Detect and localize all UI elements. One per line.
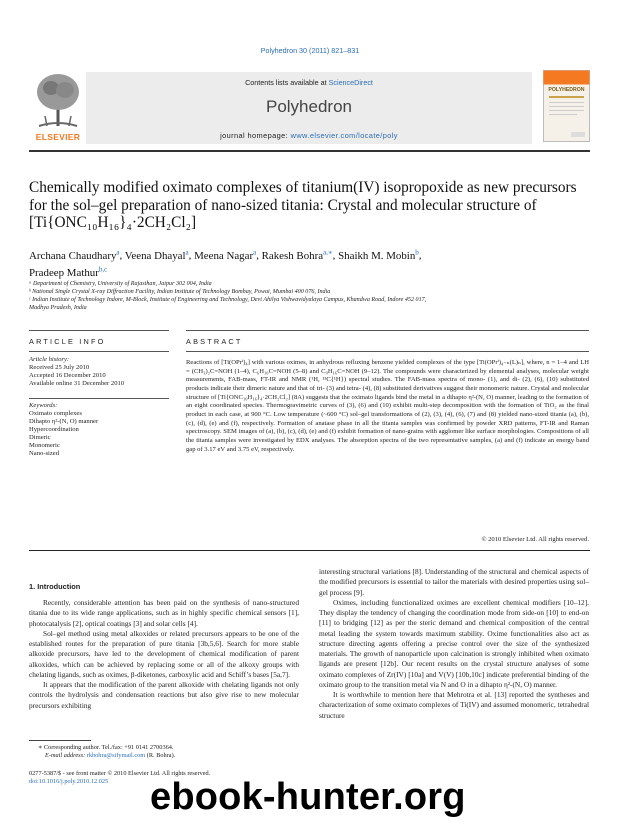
divider: [29, 330, 169, 331]
paragraph: It is worthwhile to mention here that Mehrotra et al. [13] reported the syntheses and characterization of some oximato complexes of Ti(IV) and assumed monomeric, tetrahedral structure: [319, 690, 589, 720]
affiliation: ᵃ Department of Chemistry, University of Rajasthan, Jaipur 302 004, India: [29, 281, 212, 287]
journal-citation[interactable]: Polyhedron 30 (2011) 821–831: [260, 46, 360, 55]
keyword: Monomeric: [29, 442, 60, 449]
history-label: Article history:: [29, 356, 70, 363]
article-title: Chemically modified oximato complexes of titanium(IV) isopropoxide as new precursors for the sol–gel preparation of nano-sized titania: Crystal and molecular structure of [Ti{ONC₁₀H₁₆}₄·2CH₂Cl₂]: [29, 179, 577, 231]
author[interactable]: Rakesh Bohra$^{a,∗}$: [261, 248, 333, 262]
issn-line: 0277-5387/$ - see front matter © 2010 Elsevier Ltd. All rights reserved.: [29, 770, 211, 777]
journal-homepage: journal homepage: www.elsevier.com/locate/poly: [220, 131, 398, 140]
body-right-column: [319, 567, 589, 721]
header-rule: [29, 150, 590, 152]
section-heading-introduction: 1. Introduction: [29, 582, 81, 591]
sciencedirect-link[interactable]: ScienceDirect: [328, 78, 373, 87]
footnote-rule: [29, 740, 91, 741]
keyword: Oximato complexes: [29, 410, 82, 417]
affiliation: ᵇ National Single Crystal X-ray Diffraction Facility, Indian Institute of Technology Bombay, Powai, Mumbai 400 076, India: [29, 289, 331, 295]
divider: [29, 351, 169, 352]
doi-link[interactable]: doi:10.1016/j.poly.2010.12.025: [29, 778, 109, 785]
abstract-heading: ABSTRACT: [186, 337, 243, 346]
paragraph: interesting structural variations [8]. Understanding of the structural and chemical aspects of the modified precursors is essential to tailor the materials with desired properties using sol–gel process [9].: [319, 567, 589, 597]
keyword: Dihapto η²-(N, O) manner: [29, 418, 99, 425]
keyword: Dimeric: [29, 434, 51, 441]
keywords-label: Keywords:: [29, 402, 58, 409]
contents-line: Contents lists available at ScienceDirect: [245, 78, 373, 87]
author[interactable]: Pradeep Mathur$^{b,c}$: [29, 265, 108, 280]
history-item: Accepted 16 December 2010: [29, 372, 106, 379]
abstract-copyright: © 2010 Elsevier Ltd. All rights reserved.: [481, 536, 589, 543]
article-info-heading: ARTICLE INFO: [29, 337, 106, 346]
author[interactable]: Archana Chaudhary$^a$: [29, 248, 120, 262]
divider: [186, 330, 589, 331]
email-note: E-mail address: rkbohra@sifymail.com (R. Bohra).: [45, 752, 176, 759]
divider: [29, 398, 169, 399]
history-item: Available online 31 December 2010: [29, 380, 125, 387]
homepage-link[interactable]: www.elsevier.com/locate/poly: [290, 131, 398, 140]
corresponding-author-note: ∗ Corresponding author. Tel./fax: +91 0141 2700364.: [38, 744, 174, 751]
elsevier-logo: [33, 68, 83, 144]
author[interactable]: Shaikh M. Mobin$^b$: [338, 248, 419, 262]
watermark: ebook-hunter.org: [150, 776, 466, 818]
abstract-text: Reactions of [Ti(OPrⁱ)₄] with various oximes, in anhydrous refluxing benzene yielded complexes of the type [Ti(OPrⁱ)₄₋ₙ(L)ₙ], where, n = 1–4 and LH = (CH₃)₂C=NOH (1–4), C₆H₁₀C=NOH (5–8) and C₉H₁₆C=NOH (9–12). The compounds were characterized by elemental analyses, molecular weight measurements, FAB-mass, FT-IR and NMR (¹H, ¹³C{¹H}) spectral studies. The FAB-mass spectra of mono- (1), and di- (2), (6), (10) substituted products indicate their dimeric nature and that of tri- (3) and tetra- (4), (8) substituted derivatives suggest their monomeric nature. Crystal and molecular structure of [Ti{ONC₁₀H₁₆}₄·2CH₂Cl₂] (8A) suggests that the oximato ligands bind the metal in a dihapto η²-(N, O) manner, leading to the formation of an eight coordinated species. Thermogravimetric curves of (3), (6) and (10) exhibit multi-step decomposition with the formation of TiO₂ as the final product in each case, at 900 °C. Low temperature (~600 °C) sol–gel transformations of (2), (3), (4), (6), (7) and (8) yielded nano-sized titania (a), (b), (c), (d), (e) and (f), respectively. Formation of anatase phase in all the titania samples was confirmed by powder XRD patterns, FT-IR and Raman spectroscopy. SEM images of (a), (b), (c), (d), (e) and (f) exhibit formation of nano-grains with agglomer like surface morphologies. Compositions of all the titania samples were investigated by EDX analyses. The absorption spectra of the two representative samples, (a) and (f) indicate an energy band gap of 3.17 eV and 3.75 eV, respectively.: [186, 359, 589, 453]
keyword: Hypercoordination: [29, 426, 79, 433]
abstract-rule: [29, 550, 590, 551]
cover-title: POLYHEDRON: [548, 87, 585, 93]
history-item: Received 25 July 2010: [29, 364, 90, 371]
journal-cover-thumbnail[interactable]: [543, 70, 590, 142]
author[interactable]: Veena Dhayal$^a$: [124, 248, 189, 262]
body-left-column: [29, 598, 299, 711]
paragraph: Recently, considerable attention has been paid on the synthesis of nano-structured titania due to its wide range applications, such as in highly specific chemical sensors [1], photocatalysis [2], optical coatings [3] and solar cells [4].: [29, 598, 299, 628]
author[interactable]: Meena Nagar$^a$: [194, 248, 257, 262]
affiliation: Madhya Pradesh, India: [29, 305, 87, 311]
divider: [186, 351, 589, 352]
elsevier-wordmark: ELSEVIER: [35, 132, 81, 142]
paragraph: Sol–gel method using metal alkoxides or related precursors appears to be one of the established routes for the preparation of pure titania [3b,5,6]. Search for more stable alkoxide precursors, have led to the development of chemical modification of parent alkoxides, which can be achieved by replacing some or all of the alkoxy groups with chelating ligands, such as oximes, β-diketones, carboxylic acid and Schiff’s bases [5a,7].: [29, 628, 299, 679]
paragraph: Oximes, including functionalized oximes are excellent chemical modifiers [10–12]. They display the tendency of changing the coordination mode from side-on [10] to end-on [11] to bridging [12] as per the steric demand and chemical composition of the central metal leading the system towards maximum stability. Oxime functionalities also act as structure directing agents offering a precise control over the size of the synthesized materials. The growth of nanoparticle upon calcination is strongly inhibited when oximato ligands are present [12b]. Our recent results on the crystal structure analyses of some oximato complexes of Zr(IV) [10a] and V(V) [10b,10c] indicate preferential binding of the oximato group to the transition metal via N and O in a dihapto η²-(N, O) manner.: [319, 597, 589, 689]
journal-name: Polyhedron: [265, 97, 352, 116]
email-link[interactable]: rkbohra@sifymail.com: [86, 752, 146, 759]
keyword: Nano-sized: [29, 450, 60, 457]
affiliation: ᶜ Indian Institute of Technology Indore, M-Block, Institute of Engineering and Technology, Devi Ahilya Vishwavidyalaya Campus, Khandwa Road, Indore 452 017,: [29, 297, 427, 303]
author-list: Archana Chaudhary$^a$, Veena Dhayal$^a$, Meena Nagar$^a$, Rakesh Bohra$^{a,∗}$, Shaikh M. Mobin$^b$, Pradeep Mathur$^{b,c}$: [29, 248, 422, 280]
paragraph: It appears that the modification of the parent alkoxide with chelating ligands not only controls the hydrolysis and condensation reactions but also give rise to new molecular precursors exhibiting: [29, 680, 299, 710]
